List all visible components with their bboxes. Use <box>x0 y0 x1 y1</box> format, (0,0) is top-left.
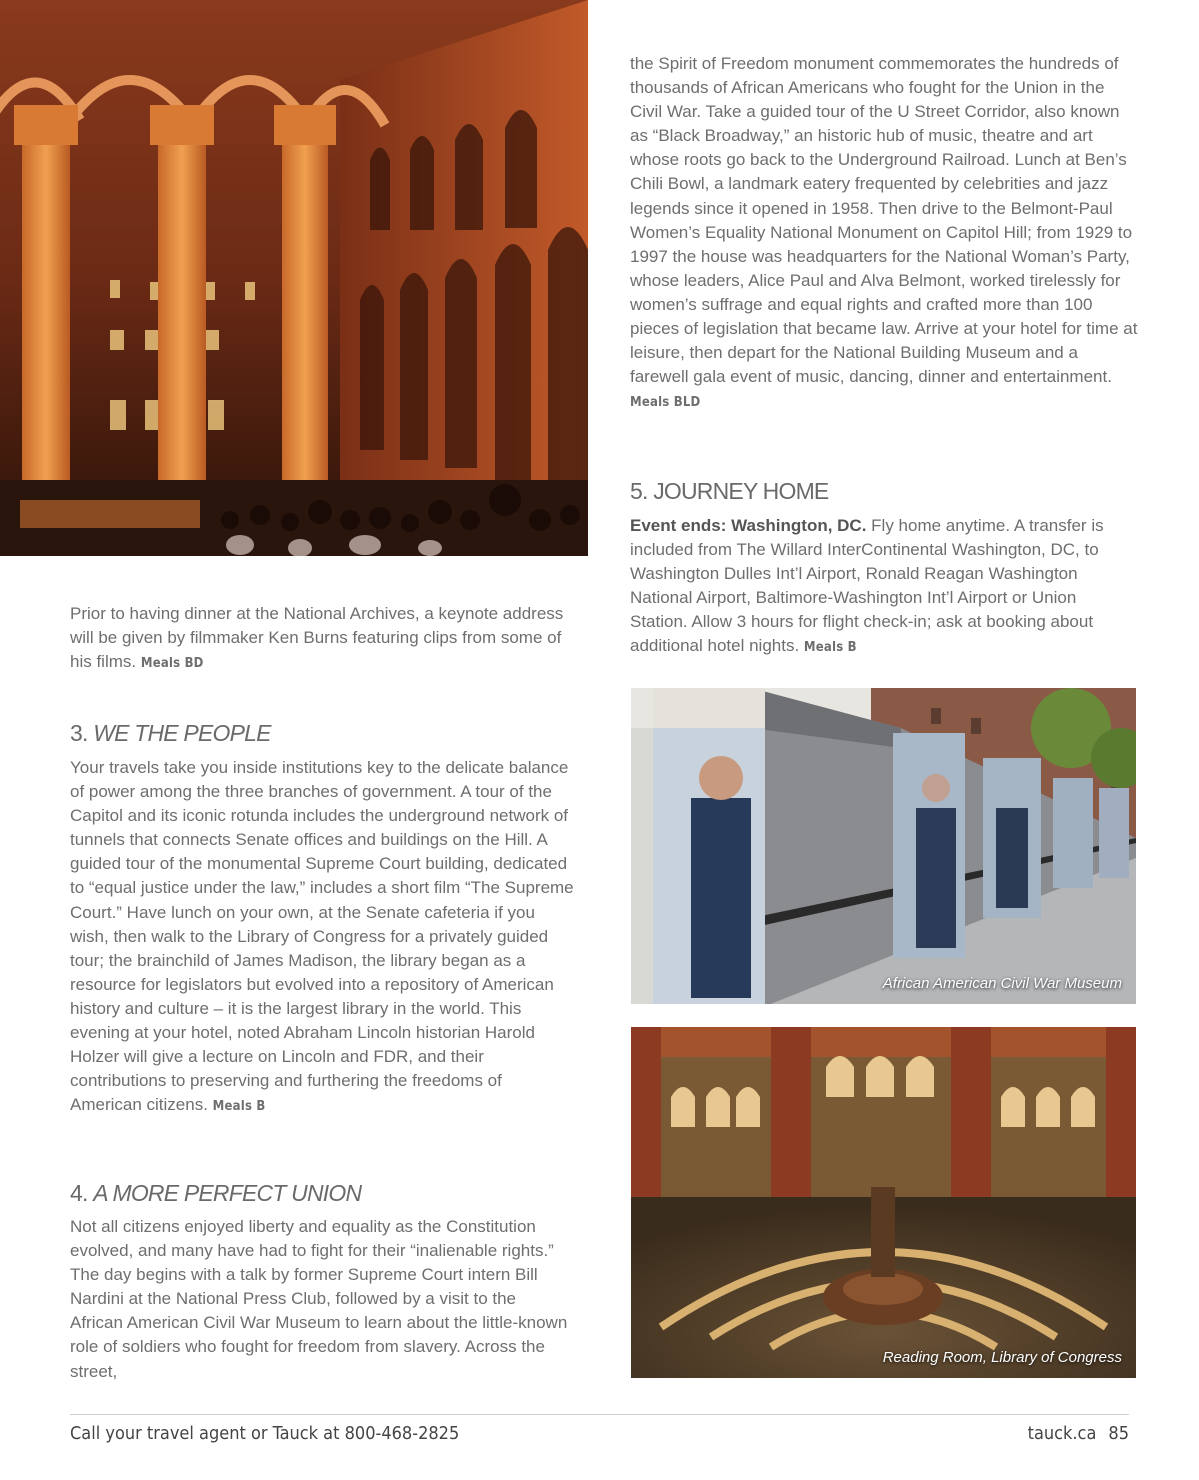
day5-heading: 5. JOURNEY HOME <box>630 478 829 504</box>
intro-text: Prior to having dinner at the National Archives, a keynote address will be given by filmmaker Ken Burns featuring clips from some of his films. Meals BD <box>70 604 564 672</box>
meals-badge: Meals B <box>803 640 857 656</box>
day5-lead: Event ends: Washington, DC. <box>630 516 867 535</box>
day4-heading: 4. A MORE PERFECT UNION <box>70 1180 362 1206</box>
reading-room-photo <box>631 1027 1136 1378</box>
day4-text: Not all citizens enjoyed liberty and equality as the Constitution evolved, and many have had to fight for their “inalienable rights.” The day begins with a talk by former Supreme Court intern Bill Nardini at the National Press Club, followed by a visit to the African American Civil War Museum to learn about the little-known role of soldiers who fought for freedom from slavery. Across the street, <box>70 1217 568 1381</box>
day3-text: Your travels take you inside institutions key to the delicate balance of power among the three branches of government. A tour of the Capitol and its iconic rotunda includes the underground network of tunnels that connects Senate offices and buildings on the Hill. A guided tour of the monumental Supreme Court building, dedicated to “equal justice under the law,” includes a short film “The Supreme Court.” Have lunch on your own, at the Senate cafeteria if you wish, then walk to the Library of Congress for a privately guided tour; the brainchild of James Madison, the library began as a resource for legislators but evolved into a repository of American history and culture – it is the largest library in the world. This evening at your hotel, noted Abraham Lincoln historian Harold Holzer will give a lecture on Lincoln and FDR, and their contributions to preserving and furthering the freedoms of American citizens. Meals B <box>70 758 574 1115</box>
meals-badge: Meals BD <box>140 656 204 672</box>
meals-badge: Meals B <box>212 1099 266 1115</box>
day4-continued-text: the Spirit of Freedom monument commemorates the hundreds of thousands of African Americans who fought for the Union in the Civil War. Take a guided tour of the U Street Corridor, also known as “Black Broadway,” an historic hub of music, theatre and art whose roots go back to the Underground Railroad. Lunch at Ben’s Chili Bowl, a landmark eatery frequented by celebrities and jazz legends since it opened in 1958. Then drive to the Belmont-Paul Women’s Equality National Monument on Capitol Hill; from 1929 to 1997 the house was headquarters for the National Woman’s Party, whose leaders, Alice Paul and Alva Belmont, worked tirelessly for women’s suffrage and equal rights and crafted more than 100 pieces of legislation that became law. Arrive at your hotel for time at leisure, then depart for the National Building Museum and a farewell gala event of music, dancing, dinner and entertainment. Meals BLD <box>630 54 1138 411</box>
page-number: 85 <box>1108 1423 1129 1444</box>
great-hall-photo <box>0 0 588 556</box>
civil-war-museum-photo <box>631 688 1136 1004</box>
footer-contact: Call your travel agent or Tauck at 800-468-2825 <box>70 1423 460 1444</box>
footer-site: tauck.ca <box>1027 1423 1097 1444</box>
day5-text: Event ends: Washington, DC. Fly home anytime. A transfer is included from The Willard InterContinental Washington, DC, to Washington Dulles Int’l Airport, Ronald Reagan Washington National Airport, Baltimore-Washington Int’l Airport or Union Station. Allow 3 hours for flight check-in; ask at booking about additional hotel nights. Meals B <box>630 516 1104 656</box>
footer-divider <box>70 1414 1129 1415</box>
meals-badge: Meals BLD <box>630 395 701 411</box>
photo-caption: Reading Room, Library of Congress <box>882 1349 1122 1366</box>
footer-right <box>1028 1423 1129 1444</box>
photo-caption: African American Civil War Museum <box>882 975 1122 992</box>
day3-heading: 3. WE THE PEOPLE <box>70 720 271 746</box>
